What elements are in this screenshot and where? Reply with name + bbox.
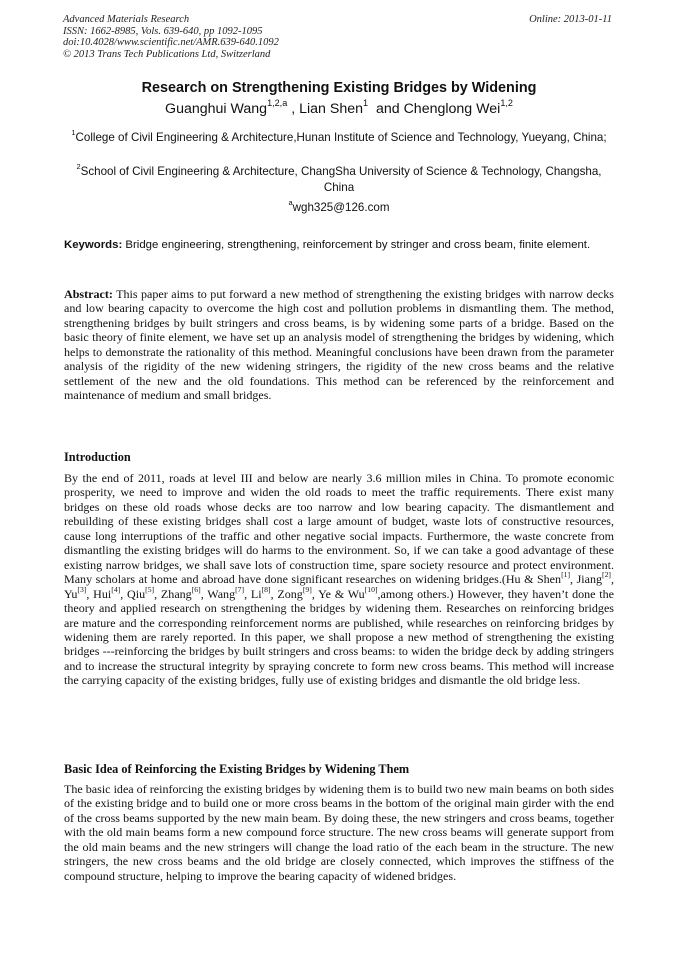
- abstract-label: Abstract:: [64, 287, 113, 301]
- abstract-block: [64, 287, 614, 403]
- intro-text: , Yu: [64, 572, 614, 601]
- intro-text: , Zong: [270, 586, 303, 601]
- keywords-label: Keywords:: [64, 239, 123, 251]
- citation-ref[interactable]: [10]: [364, 584, 378, 594]
- author-affiliation-mark: 1,2,a: [267, 98, 288, 109]
- author-name: Lian Shen: [299, 101, 363, 117]
- basic-idea-paragraph: The basic idea of reinforcing the existing bridges by widening them is to build two new main beams on both sides of the existing bridge and to build one or more cross beams in the bottom of the original main girder with the end of the cross beams supported by the new main beam. By doing these, the new stringers and cross beams, together with the old main beams form a new compound force structure. The new cross beams will generate support from the old main beams and the new stringers will change the load ratio of the each beam in the structure. The new stringers, the new cross beams and the old bridge are closely connected, which improves the stiffness of the compound structure, helping to improve the bearing capacity of widened bridges.: [64, 782, 614, 883]
- citation-ref[interactable]: [2]: [602, 570, 611, 580]
- intro-text: , Wang: [200, 586, 236, 601]
- issn-line: ISSN: 1662-8985, Vols. 639-640, pp 1092-1095: [63, 25, 263, 37]
- intro-text: ,among others.) However, they haven’t done the theory and applied research on strengthening the bridges by widening them. Researches on reinforcing bridges are mature and the corresponding reinforcement norms are published, while researches on reinforcing bridges by widening them are rarely reported. In this paper, we shall propose a new method of strengthening the existing bridges ---reinforcing the bridges by built stringers and cross beams: to widen the bridge deck by adding stringers and to increase the structural integrity by spraying concrete to form new cross beams. This method will increase the carrying capacity of the existing bridges, fully use of existing bridges and dismantle the old bridge less.: [64, 586, 615, 688]
- author-separator: ,: [287, 101, 300, 117]
- intro-text: , Jiang: [570, 572, 602, 587]
- abstract-text: This paper aims to put forward a new method of strengthening the existing bridges with narrow decks and low bearing capacity to overcome the high cost and pollution problems in dismantling them. The method, strengthening bridges by built stringers and cross beams, is by widening some parts of a bridge. Based on the basic theory of finite element, we have set up an analysis model of strengthening the bridges by widening, which helps to demonstrate the rationality of this method. Meaningful conclusions have been drawn from the parameter analysis of the rigidity of the new widening stringers, the rigidity of the new cross beams and the relative settlement of the new and the old foundations. This method can be referenced by the reinforcement and maintenance of medium and small bridges.: [64, 287, 614, 403]
- citation-ref[interactable]: [6]: [191, 584, 201, 594]
- online-date: Online: 2013-01-11: [529, 14, 612, 25]
- intro-text: , Hui: [86, 586, 112, 601]
- author-list: [40, 98, 638, 117]
- journal-name: Advanced Materials Research: [63, 14, 190, 25]
- author-affiliation-mark: 1: [363, 98, 369, 109]
- affiliation-text: College of Civil Engineering & Architecture,Hunan Institute of Science and Technology, Yueyang, China;: [75, 131, 607, 144]
- affiliation-mark: 1: [71, 128, 76, 138]
- citation-ref[interactable]: [4]: [111, 584, 121, 594]
- intro-text: By the end of 2011, roads at level III and below are nearly 3.6 million miles in China. To promote economic prosperity, we need to improve and widen the old roads to meet the traffic requirements. There exist many bridges on these old roads whose decks are too narrow and low bearing capacity. The dismantlement and rebuilding of these existing bridges shall cost a large amount of budget, waste lots of constructive resources, cause long interruptions of the traffic and other negative social impacts. Furthermore, the waste concrete from dismantling the existing bridges will do harms to the environment. So, if we can take a good advantage of these existing narrow bridges, we shall save lots of construction time, spare society resource and protect environment. Many scholars at home and abroad have done significant researches on widening bridges.(Hu & Shen: [64, 471, 614, 587]
- intro-text: , Li: [244, 586, 262, 601]
- doi-line: doi:10.4028/www.scientific.net/AMR.639-640.1092: [63, 37, 279, 49]
- citation-ref[interactable]: [7]: [235, 584, 245, 594]
- intro-text: , Qiu: [120, 586, 146, 601]
- citation-ref[interactable]: [8]: [261, 584, 271, 594]
- author-affiliation-mark: 1,2: [500, 98, 513, 109]
- copyright-line: © 2013 Trans Tech Publications Ltd, Switzerland: [63, 48, 271, 60]
- affiliation-mark: 2: [76, 162, 81, 172]
- keywords-block: [64, 238, 614, 253]
- intro-text: , Ye & Wu: [311, 586, 365, 601]
- affiliation-text: School of Civil Engineering & Architecture, ChangSha University of Science & Technology, Changsha, China: [80, 165, 602, 194]
- citation-ref[interactable]: [3]: [77, 584, 87, 594]
- section-heading-basic-idea: Basic Idea of Reinforcing the Existing Bridges by Widening Them: [64, 762, 410, 776]
- affiliation-2: [62, 164, 616, 196]
- author-name: Guanghui Wang: [165, 101, 268, 117]
- journal-header: [63, 14, 279, 60]
- author-name: Chenglong Wei: [403, 101, 501, 117]
- author-separator: and: [368, 101, 404, 117]
- section-heading-introduction: Introduction: [64, 450, 131, 464]
- author-email: [40, 198, 638, 214]
- keywords-text: Bridge engineering, strengthening, reinforcement by stringer and cross beam, finite element.: [122, 239, 591, 251]
- citation-ref[interactable]: [1]: [561, 570, 571, 580]
- affiliation-1: [62, 130, 616, 146]
- email-address[interactable]: wgh325@126.com: [292, 201, 390, 214]
- paper-title: Research on Strengthening Existing Bridges by Widening: [141, 80, 537, 96]
- citation-ref[interactable]: [9]: [302, 584, 312, 594]
- email-mark: a: [288, 198, 293, 208]
- citation-ref[interactable]: [5]: [145, 584, 155, 594]
- introduction-paragraph: [64, 471, 614, 688]
- intro-text: , Zhang: [154, 586, 192, 601]
